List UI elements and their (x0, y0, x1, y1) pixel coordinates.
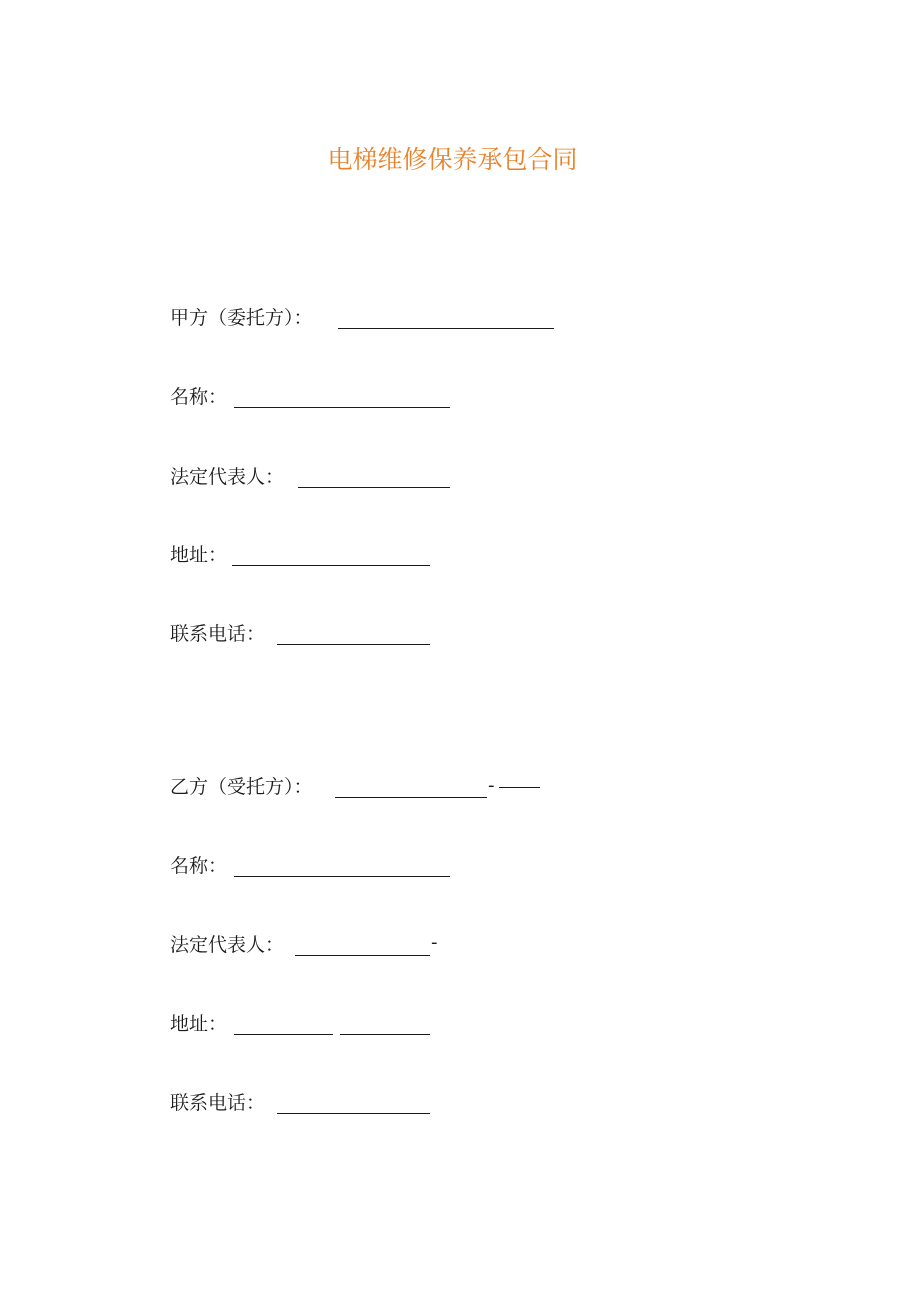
party-b-phone-blank (277, 1113, 430, 1114)
document-title: 电梯维修保养承包合同 (327, 145, 578, 174)
party-b-name-label: 名称： (170, 855, 228, 877)
party-a-name-blank (234, 407, 450, 408)
party-b-name-blank (234, 876, 450, 877)
party-b-rep-blank (295, 955, 430, 956)
party-a-name-label: 名称： (170, 386, 228, 408)
party-a-address-blank (232, 565, 430, 566)
party-b-address-blank-1 (234, 1034, 333, 1035)
party-a-rep-blank (298, 487, 450, 488)
party-a-heading: 甲方（委托方）： (170, 307, 313, 329)
party-b-rep-label: 法定代表人： (170, 934, 285, 956)
party-b-address-label: 地址： (170, 1013, 228, 1035)
party-b-heading-dash: - (488, 775, 495, 796)
party-b-phone-label: 联系电话： (170, 1092, 266, 1114)
party-a-rep-label: 法定代表人： (170, 466, 285, 488)
party-b-heading-rule (499, 787, 540, 788)
party-b-address-blank-2 (340, 1034, 430, 1035)
party-a-phone-label: 联系电话： (170, 623, 266, 645)
party-a-phone-blank (277, 644, 430, 645)
party-b-blank (335, 797, 487, 798)
party-b-rep-dash: - (431, 932, 438, 953)
party-a-blank (338, 328, 554, 329)
party-a-address-label: 地址： (170, 544, 228, 566)
party-b-heading: 乙方（受托方）： (170, 776, 313, 798)
